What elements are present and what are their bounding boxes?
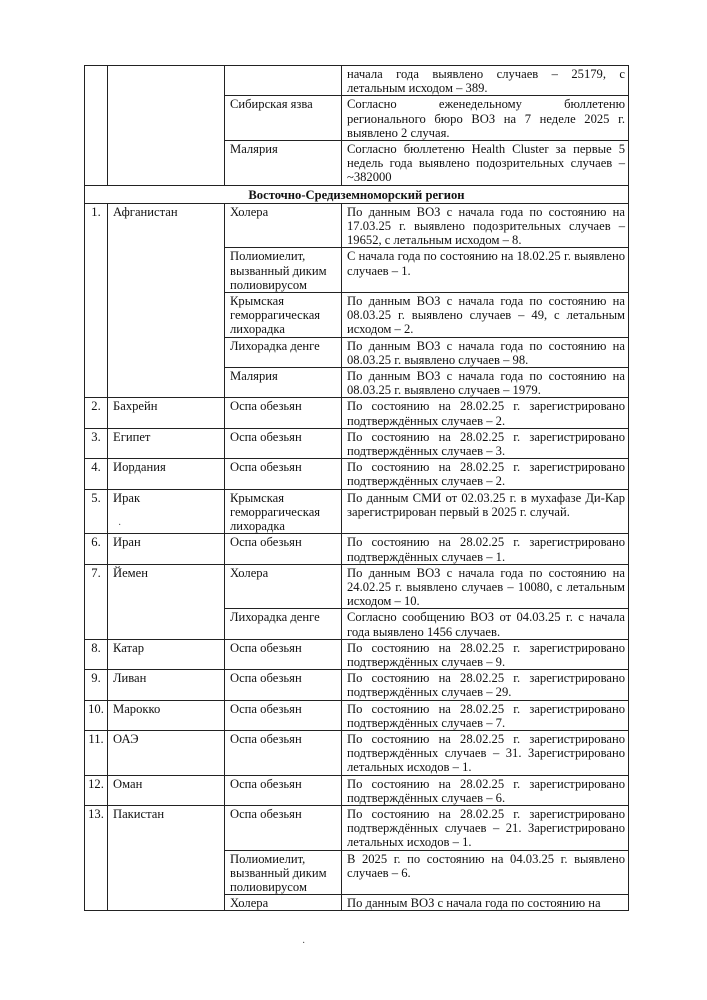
table-row: [85, 700, 629, 730]
table-row: [85, 203, 629, 248]
country-cell: Марокко: [108, 700, 225, 730]
disease-cell: Оспа обезьян: [225, 398, 342, 428]
scan-speck: ·: [118, 520, 122, 531]
info-cell: По состоянию на 28.02.25 г. зарегистрировано подтверждённых случаев – 9.: [342, 639, 629, 669]
info-cell: По данным ВОЗ с начала года по состоянию на 24.02.25 г. выявлено случаев – 10080, с летальным исходом – 10.: [342, 564, 629, 609]
country-cell: Оман: [108, 775, 225, 805]
info-cell: Согласно еженедельному бюллетеню регионального бюро ВОЗ на 7 неделе 2025 г. выявлено 2 случая.: [342, 96, 629, 141]
disease-cell: Оспа обезьян: [225, 459, 342, 489]
row-number-cell: 8.: [85, 639, 108, 669]
row-number-cell: 1.: [85, 203, 108, 398]
disease-cell: Крымская геморрагическая лихорадка: [225, 489, 342, 534]
table-row: [85, 489, 629, 534]
disease-cell: Оспа обезьян: [225, 730, 342, 775]
country-cell: [108, 66, 225, 186]
disease-cell: Оспа обезьян: [225, 670, 342, 700]
info-cell: По состоянию на 28.02.25 г. зарегистрировано подтверждённых случаев – 29.: [342, 670, 629, 700]
country-cell: Афганистан: [108, 203, 225, 398]
country-cell: ОАЭ: [108, 730, 225, 775]
info-cell: По данным ВОЗ с начала года по состоянию на 08.03.25 г. выявлено случаев – 98.: [342, 337, 629, 367]
disease-cell: Сибирская язва: [225, 96, 342, 141]
table-row: [85, 398, 629, 428]
country-cell: Иордания: [108, 459, 225, 489]
table-row: [85, 805, 629, 850]
disease-cell: Холера: [225, 564, 342, 609]
row-number-cell: 10.: [85, 700, 108, 730]
disease-cell: Полиомиелит, вызванный диким полиовирусом: [225, 850, 342, 895]
table-row: [85, 66, 629, 96]
disease-cell: [225, 66, 342, 96]
country-cell: Египет: [108, 428, 225, 458]
info-cell: По состоянию на 28.02.25 г. зарегистрировано подтверждённых случаев – 2.: [342, 459, 629, 489]
info-cell: По данным ВОЗ с начала года по состоянию на 08.03.25 г. выявлено случаев – 1979.: [342, 368, 629, 398]
disease-cell: Оспа обезьян: [225, 428, 342, 458]
row-number-cell: 5.: [85, 489, 108, 534]
disease-cell: Оспа обезьян: [225, 775, 342, 805]
region-title: Восточно-Средиземноморский регион: [85, 185, 629, 203]
disease-cell: Полиомиелит, вызванный диким полиовирусом: [225, 248, 342, 293]
info-cell: По данным ВОЗ с начала года по состоянию на 08.03.25 г. выявлено случаев – 49, с летальным исходом – 2.: [342, 293, 629, 338]
disease-cell: Оспа обезьян: [225, 639, 342, 669]
info-cell: По данным ВОЗ с начала года по состоянию на 17.03.25 г. выявлено подозрительных случаев – 19652, с летальным исходом – 8.: [342, 203, 629, 248]
disease-cell: Оспа обезьян: [225, 700, 342, 730]
info-cell: По данным СМИ от 02.03.25 г. в мухафазе Ди-Кар зарегистрирован первый в 2025 г. случай.: [342, 489, 629, 534]
table-row: [85, 459, 629, 489]
disease-cell: Лихорадка денге: [225, 609, 342, 639]
country-cell: Катар: [108, 639, 225, 669]
disease-cell: Холера: [225, 895, 342, 911]
info-cell: По состоянию на 28.02.25 г. зарегистрировано подтверждённых случаев – 6.: [342, 775, 629, 805]
row-number-cell: 13.: [85, 805, 108, 910]
info-cell: С начала года по состоянию на 18.02.25 г. выявлено случаев – 1.: [342, 248, 629, 293]
disease-cell: Малярия: [225, 368, 342, 398]
info-cell: По состоянию на 28.02.25 г. зарегистрировано подтверждённых случаев – 3.: [342, 428, 629, 458]
disease-cell: Оспа обезьян: [225, 805, 342, 850]
info-cell: По состоянию на 28.02.25 г. зарегистрировано подтверждённых случаев – 21. Зарегистрировано летальных исходов – 1.: [342, 805, 629, 850]
info-cell: По состоянию на 28.02.25 г. зарегистрировано подтверждённых случаев – 2.: [342, 398, 629, 428]
row-number-cell: 2.: [85, 398, 108, 428]
country-cell: Иран: [108, 534, 225, 564]
row-number-cell: 7.: [85, 564, 108, 639]
info-cell: По данным ВОЗ с начала года по состоянию на: [342, 895, 629, 911]
info-cell: Согласно бюллетеню Health Cluster за первые 5 недель года выявлено подозрительных случаев – ~382000: [342, 141, 629, 186]
info-cell: По состоянию на 28.02.25 г. зарегистрировано подтверждённых случаев – 7.: [342, 700, 629, 730]
table-row: [85, 428, 629, 458]
disease-cell: Оспа обезьян: [225, 534, 342, 564]
disease-cell: Лихорадка денге: [225, 337, 342, 367]
disease-cell: Малярия: [225, 141, 342, 186]
disease-table: [84, 65, 629, 911]
row-number-cell: 3.: [85, 428, 108, 458]
country-cell: Ливан: [108, 670, 225, 700]
row-number-cell: 4.: [85, 459, 108, 489]
table-row: [85, 730, 629, 775]
info-cell: По состоянию на 28.02.25 г. зарегистрировано подтверждённых случаев – 1.: [342, 534, 629, 564]
region-header-row: [85, 185, 629, 203]
table-row: [85, 670, 629, 700]
info-cell: В 2025 г. по состоянию на 04.03.25 г. выявлено случаев – 6.: [342, 850, 629, 895]
info-cell: начала года выявлено случаев – 25179, с летальным исходом – 389.: [342, 66, 629, 96]
row-number-cell: 6.: [85, 534, 108, 564]
disease-table-body: [85, 66, 629, 911]
info-cell: Согласно сообщению ВОЗ от 04.03.25 г. с начала года выявлено 1456 случаев.: [342, 609, 629, 639]
row-number-cell: 9.: [85, 670, 108, 700]
row-number-cell: 12.: [85, 775, 108, 805]
row-number-cell: 11.: [85, 730, 108, 775]
row-number-cell: [85, 66, 108, 186]
country-cell: Пакистан: [108, 805, 225, 910]
info-cell: По состоянию на 28.02.25 г. зарегистрировано подтверждённых случаев – 31. Зарегистрировано летальных исходов – 1.: [342, 730, 629, 775]
table-row: [85, 534, 629, 564]
scan-speck: ·: [302, 938, 306, 949]
table-row: [85, 564, 629, 609]
country-cell: Бахрейн: [108, 398, 225, 428]
country-cell: Ирак: [108, 489, 225, 534]
table-row: [85, 775, 629, 805]
country-cell: Йемен: [108, 564, 225, 639]
disease-cell: Холера: [225, 203, 342, 248]
table-row: [85, 639, 629, 669]
disease-cell: Крымская геморрагическая лихорадка: [225, 293, 342, 338]
